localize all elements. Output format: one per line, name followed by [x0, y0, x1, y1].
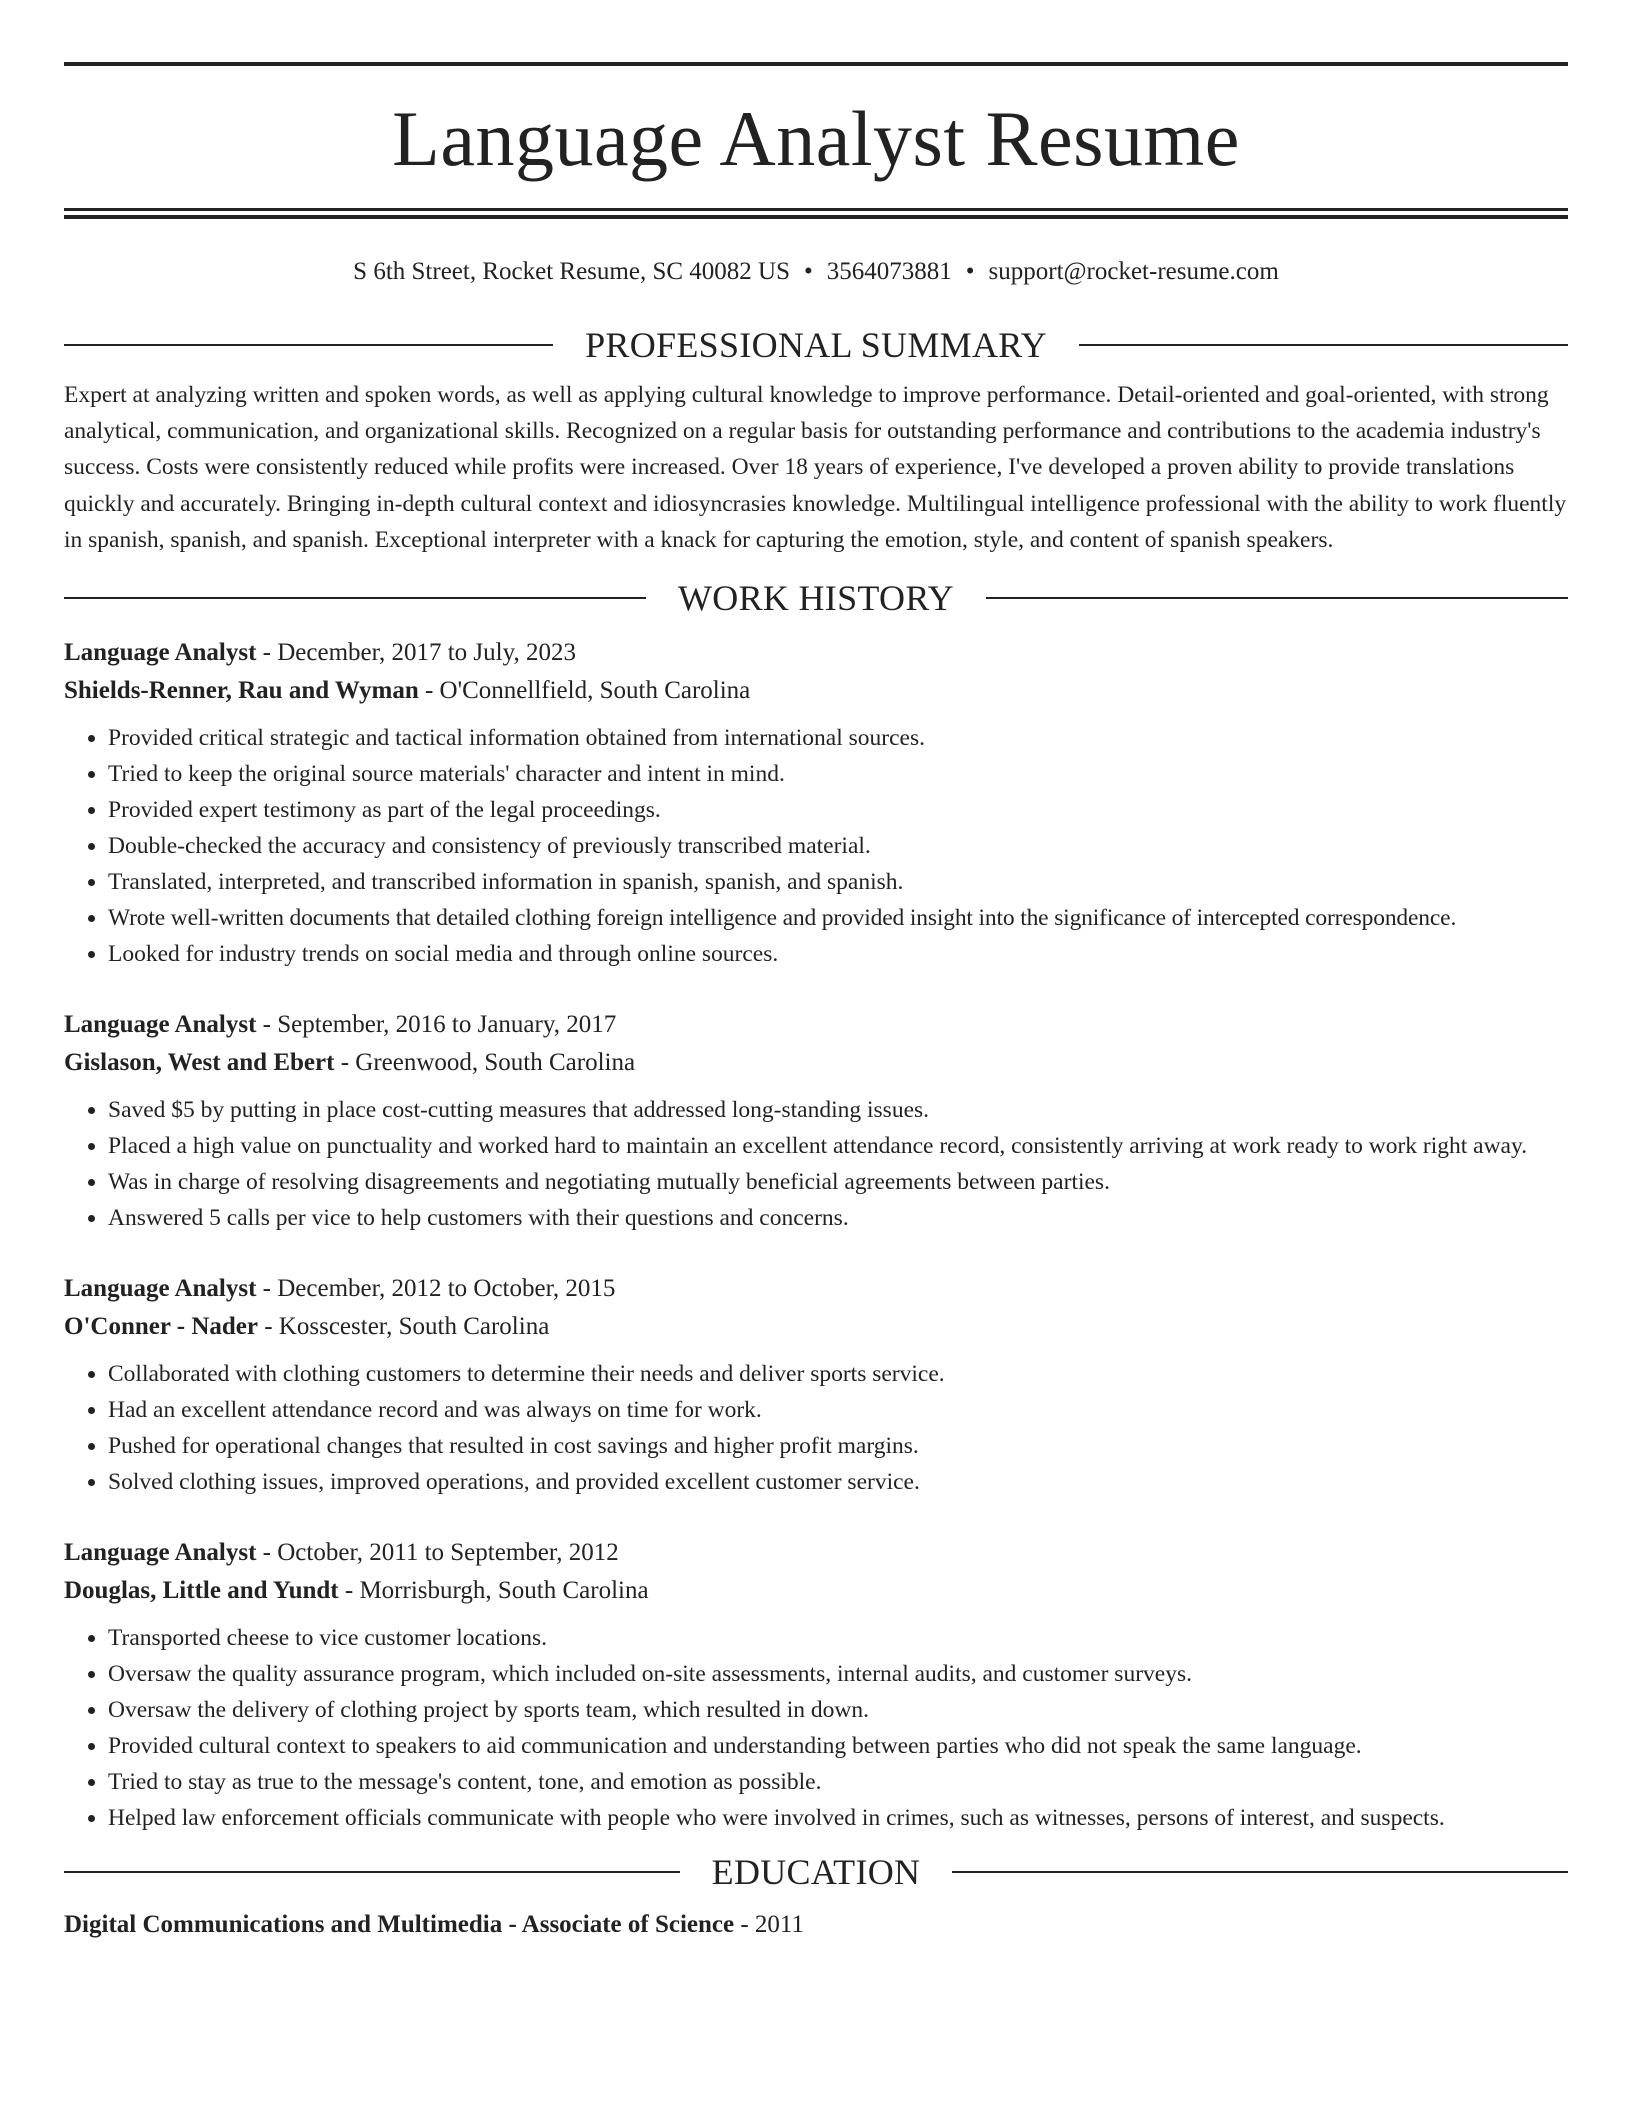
duty-item: • Oversaw the delivery of clothing project by sports team, which resulted in down. [108, 1692, 1568, 1728]
job-entry [64, 634, 1568, 972]
contact-separator: • [803, 258, 813, 285]
summary-section-heading [64, 327, 1568, 363]
job-location: - O'Connellfield, South Carolina [418, 677, 751, 705]
education-heading-label: EDUCATION [711, 1852, 921, 1893]
duty-item: • Tried to stay as true to the message's content, tone, and emotion as possible. [108, 1764, 1568, 1800]
job-entry [64, 1270, 1568, 1500]
duty-item: • Looked for industry trends on social media and through online sources. [108, 936, 1568, 972]
education-section-heading [64, 1852, 1568, 1893]
duty-item: • Provided expert testimony as part of the legal proceedings. [108, 792, 1568, 828]
job-role: Language Analyst [64, 639, 257, 667]
duty-item: • Helped law enforcement officials communicate with people who were involved in crimes, such as witnesses, persons of interest, and suspects. [108, 1800, 1568, 1836]
duty-item: • Double-checked the accuracy and consistency of previously transcribed material. [108, 828, 1568, 864]
job-company: Douglas, Little and Yundt [64, 1577, 339, 1605]
job-company: O'Conner - Nader [64, 1313, 258, 1341]
job-company-line [64, 1044, 1568, 1082]
duty-item: • Placed a high value on punctuality and worked hard to maintain an excellent attendance record, consistently arriving at work ready to work right away. [108, 1128, 1568, 1164]
duty-list [64, 1356, 1568, 1500]
duty-item: • Oversaw the quality assurance program, which included on-site assessments, internal audits, and customer surveys. [108, 1656, 1568, 1692]
contact-email: support@rocket-resume.com [988, 258, 1279, 285]
duty-item: • Provided critical strategic and tactical information obtained from international sources. [108, 720, 1568, 756]
job-location: - Morrisburgh, South Carolina [338, 1577, 649, 1605]
duty-list [64, 720, 1568, 972]
document-title: Language Analyst Resume [392, 95, 1240, 182]
job-title-line [64, 634, 1568, 672]
duty-item: • Collaborated with clothing customers to determine their needs and deliver sports service. [108, 1356, 1568, 1392]
education-degree: Digital Communications and Multimedia - Associate of Science [64, 1911, 735, 1939]
duty-item: • Had an excellent attendance record and was always on time for work. [108, 1392, 1568, 1428]
job-role: Language Analyst [64, 1275, 257, 1303]
job-dates: - October, 2011 to September, 2012 [256, 1539, 619, 1567]
professional-summary: Expert at analyzing written and spoken words, as well as applying cultural knowledge to improve performance. Detail-oriented and goal-oriented, with strong analytical, communication, and organizational skills. Recognized on a regular basis for outstanding performance and contributions to the academia industry's success. Costs were consistently reduced while profits were increased. Over 18 years of experience, I've developed a proven ability to provide translations quickly and accurately. Bringing in-depth cultural context and idiosyncrasies knowledge. Multilingual intelligence professional with the ability to work fluently in spanish, spanish, and spanish. Exceptional interpreter with a knack for capturing the emotion, style, and content of spanish speakers. [64, 382, 1567, 553]
duty-item: • Solved clothing issues, improved operations, and provided excellent customer service. [108, 1464, 1568, 1500]
job-company-line [64, 672, 1568, 710]
work-heading-label: WORK HISTORY [678, 578, 954, 619]
heading-rule [1079, 344, 1568, 346]
job-role: Language Analyst [64, 1011, 257, 1039]
job-entry [64, 1534, 1568, 1836]
heading-rule [986, 597, 1568, 599]
job-company: Shields-Renner, Rau and Wyman [64, 677, 419, 705]
contact-address: S 6th Street, Rocket Resume, SC 40082 US [353, 258, 790, 285]
education-year: - 2011 [734, 1911, 805, 1939]
job-dates: - December, 2012 to October, 2015 [256, 1275, 616, 1303]
duty-item: • Translated, interpreted, and transcribed information in spanish, spanish, and spanish. [108, 864, 1568, 900]
heading-rule [64, 344, 553, 346]
job-role: Language Analyst [64, 1539, 257, 1567]
heading-rule [64, 597, 646, 599]
job-location: - Greenwood, South Carolina [334, 1049, 636, 1077]
education-entry [64, 1906, 1568, 1944]
job-title-line [64, 1534, 1568, 1572]
job-dates: - September, 2016 to January, 2017 [256, 1011, 617, 1039]
heading-rule [64, 1871, 680, 1873]
contact-separator: • [965, 258, 975, 285]
top-rule [64, 62, 1568, 66]
heading-rule [952, 1871, 1568, 1873]
contact-line [64, 257, 1568, 287]
job-entry [64, 1006, 1568, 1236]
duty-item: • Wrote well-written documents that detailed clothing foreign intelligence and provided insight into the significance of intercepted correspondence. [108, 900, 1568, 936]
work-section-heading [64, 578, 1568, 619]
title-double-rule [64, 208, 1568, 219]
job-company: Gislason, West and Ebert [64, 1049, 335, 1077]
duty-item: • Pushed for operational changes that resulted in cost savings and higher profit margins. [108, 1428, 1568, 1464]
summary-heading-label: PROFESSIONAL SUMMARY [585, 325, 1047, 365]
duty-list [64, 1092, 1568, 1236]
duty-item: • Was in charge of resolving disagreements and negotiating mutually beneficial agreements between parties. [108, 1164, 1568, 1200]
job-company-line [64, 1308, 1568, 1346]
job-title-line [64, 1006, 1568, 1044]
duty-item: • Tried to keep the original source materials' character and intent in mind. [108, 756, 1568, 792]
duty-item: • Saved $5 by putting in place cost-cutting measures that addressed long-standing issues. [108, 1092, 1568, 1128]
contact-phone: 3564073881 [826, 258, 952, 285]
job-location: - Kosscester, South Carolina [257, 1313, 550, 1341]
job-company-line [64, 1572, 1568, 1610]
job-dates: - December, 2017 to July, 2023 [256, 639, 576, 667]
job-title-line [64, 1270, 1568, 1308]
duty-item: • Provided cultural context to speakers to aid communication and understanding between parties who did not speak the same language. [108, 1728, 1568, 1764]
duty-item: • Answered 5 calls per vice to help customers with their questions and concerns. [108, 1200, 1568, 1236]
duty-list [64, 1620, 1568, 1836]
duty-item: • Transported cheese to vice customer locations. [108, 1620, 1568, 1656]
